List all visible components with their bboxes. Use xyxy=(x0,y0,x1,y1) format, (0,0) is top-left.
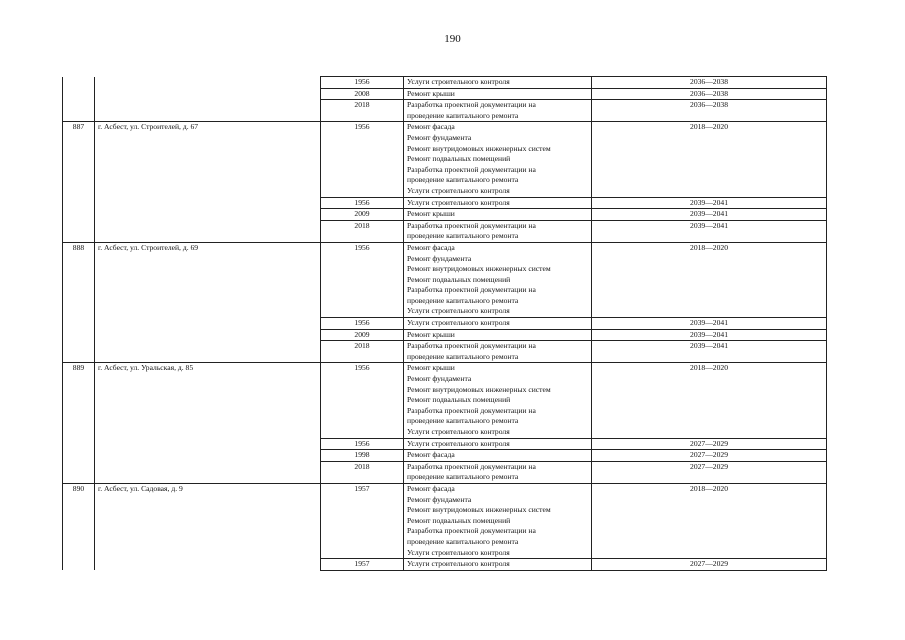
work-type-line: Ремонт подвальных помещений xyxy=(407,154,511,164)
work-type-line: Ремонт крыши xyxy=(407,209,455,219)
work-type-line: проведение капитального ремонта xyxy=(407,472,519,482)
year-cell: 2018 xyxy=(321,100,404,122)
work-type-line: Услуги строительного контроля xyxy=(407,438,510,448)
period-cell: 2036—2038 xyxy=(592,77,827,89)
work-type-line: Услуги строительного контроля xyxy=(407,427,510,436)
address-cell xyxy=(95,461,321,483)
work-type-cell xyxy=(404,122,592,197)
work-type-line: Ремонт внутридомовых инженерных систем xyxy=(407,505,551,515)
work-type-cell xyxy=(404,483,592,558)
address-cell: г. Асбест, ул. Уральская, д. 85 xyxy=(95,363,321,438)
year-cell: 1956 xyxy=(321,318,404,330)
house-number-cell xyxy=(63,438,95,450)
table-row xyxy=(63,559,827,571)
period-cell: 2018—2020 xyxy=(592,483,827,558)
table-row xyxy=(63,461,827,483)
table-row xyxy=(63,341,827,363)
house-number-cell xyxy=(63,197,95,209)
work-type-line: Ремонт фасада xyxy=(407,242,455,252)
work-type-line: Разработка проектной документации на xyxy=(407,405,536,415)
work-type-line: проведение капитального ремонта xyxy=(407,231,519,241)
period-cell: 2036—2038 xyxy=(592,88,827,100)
house-number-cell xyxy=(63,329,95,341)
house-number-cell xyxy=(63,450,95,462)
work-type-line: Ремонт фундамента xyxy=(407,253,472,263)
work-type-cell xyxy=(404,438,592,450)
work-type-cell xyxy=(404,559,592,571)
address-cell xyxy=(95,450,321,462)
house-number-cell: 888 xyxy=(63,242,95,317)
year-cell: 2008 xyxy=(321,88,404,100)
year-cell: 2018 xyxy=(321,461,404,483)
work-type-line: Услуги строительного контроля xyxy=(407,318,510,328)
address-cell: г. Асбест, ул. Садовая, д. 9 xyxy=(95,483,321,558)
period-cell: 2027—2029 xyxy=(592,461,827,483)
year-cell: 1956 xyxy=(321,197,404,209)
year-cell: 1998 xyxy=(321,450,404,462)
house-number-cell xyxy=(63,100,95,122)
work-type-line: Разработка проектной документации на xyxy=(407,461,536,471)
address-cell xyxy=(95,220,321,242)
period-cell: 2039—2041 xyxy=(592,209,827,221)
work-type-line: проведение капитального ремонта xyxy=(407,351,519,361)
work-type-line: Ремонт внутридомовых инженерных систем xyxy=(407,143,551,153)
table-row xyxy=(63,220,827,242)
house-number-cell xyxy=(63,220,95,242)
year-cell: 1956 xyxy=(321,77,404,89)
house-number-cell xyxy=(63,77,95,89)
page-number: 190 xyxy=(444,33,461,45)
work-type-line: проведение капитального ремонта xyxy=(407,295,519,305)
work-type-line: Разработка проектной документации на xyxy=(407,100,536,110)
work-type-line: Ремонт фасада xyxy=(407,483,455,493)
work-type-line: Ремонт фасада xyxy=(407,122,455,132)
work-type-cell xyxy=(404,318,592,330)
house-number-cell: 887 xyxy=(63,122,95,197)
table-row xyxy=(63,363,827,438)
work-type-line: Ремонт внутридомовых инженерных систем xyxy=(407,264,551,274)
work-type-line: Разработка проектной документации на xyxy=(407,164,536,174)
year-cell: 1957 xyxy=(321,483,404,558)
work-type-cell xyxy=(404,100,592,122)
period-cell: 2039—2041 xyxy=(592,197,827,209)
house-number-cell xyxy=(63,559,95,571)
work-type-line: Ремонт крыши xyxy=(407,329,455,339)
work-type-cell xyxy=(404,363,592,438)
table-row xyxy=(63,88,827,100)
work-type-line: Ремонт фундамента xyxy=(407,132,472,142)
year-cell: 2018 xyxy=(321,220,404,242)
period-cell: 2018—2020 xyxy=(592,242,827,317)
work-type-cell xyxy=(404,197,592,209)
work-type-line: Ремонт подвальных помещений xyxy=(407,515,511,525)
repair-plan-body xyxy=(63,77,827,571)
address-cell xyxy=(95,559,321,571)
address-cell xyxy=(95,88,321,100)
work-type-line: Разработка проектной документации на xyxy=(407,526,536,536)
work-type-line: проведение капитального ремонта xyxy=(407,536,519,546)
period-cell: 2027—2029 xyxy=(592,450,827,462)
table-row xyxy=(63,209,827,221)
year-cell: 1957 xyxy=(321,559,404,571)
work-type-cell xyxy=(404,461,592,483)
period-cell: 2039—2041 xyxy=(592,220,827,242)
work-type-line: Услуги строительного контроля xyxy=(407,77,510,86)
work-type-line: проведение капитального ремонта xyxy=(407,110,519,120)
work-type-line: Услуги строительного контроля xyxy=(407,197,510,207)
year-cell: 1956 xyxy=(321,242,404,317)
work-type-line: Ремонт фундамента xyxy=(407,494,472,504)
work-type-cell xyxy=(404,242,592,317)
address-cell xyxy=(95,209,321,221)
address-cell: г. Асбест, ул. Строителей, д. 69 xyxy=(95,242,321,317)
work-type-cell xyxy=(404,88,592,100)
period-cell: 2039—2041 xyxy=(592,329,827,341)
work-type-cell xyxy=(404,341,592,363)
work-type-line: Ремонт фундамента xyxy=(407,374,472,384)
table-row xyxy=(63,77,827,89)
work-type-line: Услуги строительного контроля xyxy=(407,559,510,569)
work-type-line: Ремонт внутридомовых инженерных систем xyxy=(407,384,551,394)
work-type-cell xyxy=(404,209,592,221)
table-row xyxy=(63,483,827,558)
work-type-line: проведение капитального ремонта xyxy=(407,175,519,185)
table-row xyxy=(63,329,827,341)
period-cell: 2039—2041 xyxy=(592,341,827,363)
address-cell xyxy=(95,197,321,209)
work-type-line: Ремонт крыши xyxy=(407,363,455,373)
table-row xyxy=(63,450,827,462)
work-type-line: Ремонт фасада xyxy=(407,450,455,460)
table-row xyxy=(63,122,827,197)
year-cell: 1956 xyxy=(321,363,404,438)
work-type-line: Услуги строительного контроля xyxy=(407,306,510,316)
table-row xyxy=(63,318,827,330)
year-cell: 2009 xyxy=(321,329,404,341)
work-type-cell xyxy=(404,329,592,341)
work-type-line: проведение капитального ремонта xyxy=(407,416,519,426)
address-cell xyxy=(95,329,321,341)
work-type-line: Ремонт подвальных помещений xyxy=(407,274,511,284)
work-type-line: Разработка проектной документации на xyxy=(407,220,536,230)
work-type-cell xyxy=(404,220,592,242)
work-type-line: Услуги строительного контроля xyxy=(407,185,510,195)
work-type-line: Разработка проектной документации на xyxy=(407,285,536,295)
period-cell: 2018—2020 xyxy=(592,363,827,438)
period-cell: 2036—2038 xyxy=(592,100,827,122)
address-cell: г. Асбест, ул. Строителей, д. 67 xyxy=(95,122,321,197)
house-number-cell xyxy=(63,341,95,363)
year-cell: 2009 xyxy=(321,209,404,221)
address-cell xyxy=(95,438,321,450)
table-row xyxy=(63,438,827,450)
period-cell: 2027—2029 xyxy=(592,438,827,450)
house-number-cell: 889 xyxy=(63,363,95,438)
work-type-line: Ремонт крыши xyxy=(407,88,455,98)
house-number-cell xyxy=(63,88,95,100)
period-cell: 2018—2020 xyxy=(592,122,827,197)
year-cell: 1956 xyxy=(321,122,404,197)
period-cell: 2027—2029 xyxy=(592,559,827,571)
house-number-cell xyxy=(63,461,95,483)
work-type-line: Разработка проектной документации на xyxy=(407,341,536,351)
table-row xyxy=(63,100,827,122)
work-type-line: Услуги строительного контроля xyxy=(407,547,510,557)
house-number-cell: 890 xyxy=(63,483,95,558)
house-number-cell xyxy=(63,209,95,221)
work-type-line: Ремонт подвальных помещений xyxy=(407,395,511,405)
repair-plan-table xyxy=(62,76,827,571)
work-type-cell xyxy=(404,450,592,462)
period-cell: 2039—2041 xyxy=(592,318,827,330)
year-cell: 1956 xyxy=(321,438,404,450)
address-cell xyxy=(95,318,321,330)
address-cell xyxy=(95,341,321,363)
year-cell: 2018 xyxy=(321,341,404,363)
address-cell xyxy=(95,100,321,122)
house-number-cell xyxy=(63,318,95,330)
table-row xyxy=(63,242,827,317)
address-cell xyxy=(95,77,321,89)
work-type-cell xyxy=(404,77,592,89)
table-row xyxy=(63,197,827,209)
